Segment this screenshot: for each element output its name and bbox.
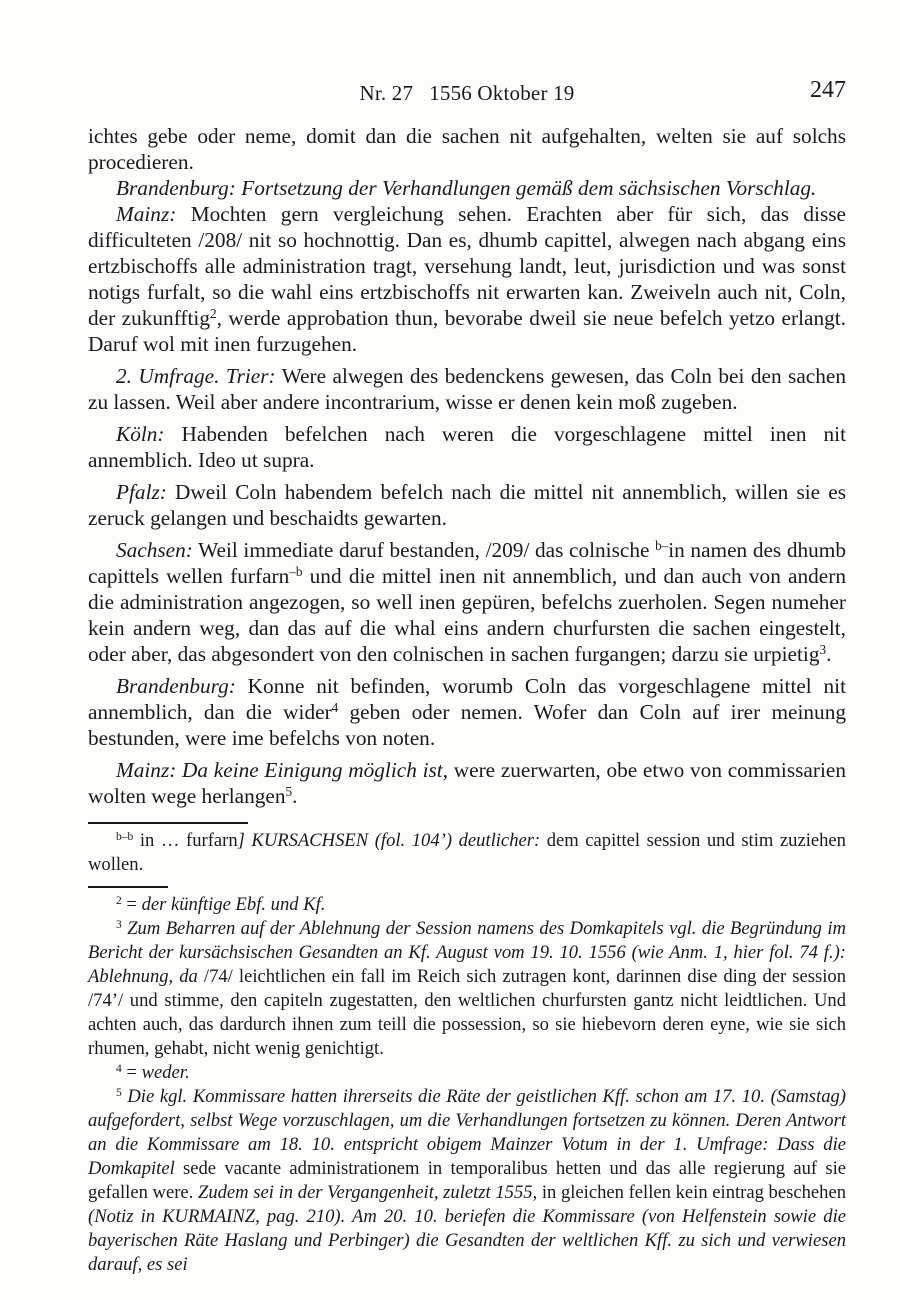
text-segment: Mainz:: [116, 202, 177, 226]
footnote: [88, 917, 846, 1061]
text-segment: in gleichen fellen kein eintrag beschehen: [537, 1182, 846, 1203]
text-segment: .: [292, 784, 298, 808]
text-segment: /74/ leichtlichen ein fall im Reich sich zutragen kont, darinnen dise ding der session /74’/ und stimme, den capiteln zugestatten, den weltlichen churfursten gantz nicht leidtlichen. Und achten auch, das dardurch ihnen zum teill die possession, so sie hiebevorn deren eyne, wie sie sich rhumen, gehabt, nicht wenig genichtigt.: [88, 966, 846, 1059]
text-segment: Zum Beharren auf der Ablehnung der Session namens des Domkapitels vgl. die Begründung im Bericht der kursächsischen Gesandten an Kf. August vom 19. 10. 1556 (wie Anm. 1, hier fol. 74 f.): Ablehnung, da: [88, 918, 846, 987]
text-segment: geben oder nemen. Wofer dan Coln auf irer meinung bestunden, were ime befelchs von noten.: [88, 700, 846, 750]
footnote: [88, 1061, 846, 1085]
text-segment: were zuerwarten, obe etwo von commissarien wolten wege herlangen: [88, 758, 846, 808]
text-segment: Pfalz:: [116, 480, 167, 504]
text-segment: Were alwegen des bedenckens gewesen, das Coln bei den sachen zu lassen. Weil aber andere incontrarium, wisse er denen kein moß zugeben.: [88, 364, 846, 414]
text-segment: Mochten gern vergleichung sehen. Erachten aber für sich, das disse difficulteten /208/ nit so hochnottig. Dan es, dhumb capittel, alwegen nach abgang eins ertzbischoffs alle administration tragt, versehung landt, leut, jurisdiction und was sonst notigs furfalt, so die wahl eins ertzbischoffs nit erwarten kan. Zweiveln auch nit, Coln, der zukunfftig: [88, 202, 846, 330]
text-segment: Dweil Coln habendem befelch nach die mittel nit annemblich, willen sie es zeruck gelangen und beschaidts gewarten.: [88, 480, 846, 530]
text-segment: 2. Umfrage. Trier:: [116, 364, 276, 388]
text-segment: in namen des dhumb capittels wellen furfarn: [88, 538, 846, 588]
paragraph: [88, 421, 846, 473]
running-head: [88, 77, 846, 106]
paragraph: [88, 363, 846, 415]
text-segment: Habenden befelchen nach weren die vorgeschlagene mittel inen nit annemblich. Ideo ut supra.: [88, 422, 846, 472]
running-title: [88, 80, 846, 106]
document-date: 1556 Oktober 19: [429, 81, 575, 105]
text-segment: Brandenburg:: [116, 674, 236, 698]
footnote-separator-rule: [88, 886, 168, 888]
superscript-note-marker: b–: [655, 538, 669, 554]
text-segment: Zudem sei in der Vergangenheit, zuletzt 1555,: [197, 1182, 538, 1203]
text-segment: Mainz: Da keine Einigung möglich ist,: [116, 758, 449, 782]
text-segment: Brandenburg: Fortsetzung der Verhandlungen gemäß dem sächsischen Vorschlag.: [116, 176, 817, 200]
footnote: [88, 893, 846, 917]
page-number: 247: [810, 77, 846, 103]
superscript-note-marker: 2: [116, 895, 122, 908]
paragraph: [88, 175, 846, 201]
superscript-note-marker: 3: [116, 919, 122, 932]
text-segment: Sachsen:: [116, 538, 193, 562]
paragraph: [88, 479, 846, 531]
text-segment: dem capittel session und stim zuziehen wollen.: [88, 830, 846, 875]
text-segment: weder.: [141, 1062, 190, 1083]
text-segment: Köln:: [116, 422, 165, 446]
main-text: [88, 123, 846, 809]
text-segment: in … furfarn: [133, 830, 238, 851]
text-segment: Konne nit befinden, worumb Coln das vorgeschlagene mittel nit annemblich, dan die wider: [88, 674, 846, 724]
superscript-note-marker: b–b: [116, 831, 134, 844]
superscript-note-marker: 4: [116, 1063, 122, 1076]
paragraph: [88, 201, 846, 357]
document-number: Nr. 27: [359, 81, 414, 105]
footnote: [88, 1085, 846, 1277]
text-segment: =: [121, 894, 142, 915]
superscript-note-marker: 5: [285, 784, 293, 800]
superscript-note-marker: 5: [116, 1087, 122, 1100]
superscript-note-marker: –b: [289, 564, 303, 580]
superscript-note-marker: 2: [210, 306, 217, 322]
apparatus-note: [88, 829, 846, 877]
superscript-note-marker: 4: [331, 700, 339, 716]
paragraph: [88, 123, 846, 175]
text-segment: der künftige Ebf. und Kf.: [141, 894, 326, 915]
paragraph: [88, 537, 846, 667]
text-segment: Die kgl. Kommissare hatten ihrerseits die Räte der geistlichen Kff. schon am 17. 10. (Samstag) aufgefordert, selbst Wege vorzuschlagen, um die Verhandlungen fortsetzen zu können. Deren Antwort an die Kommissare am 18. 10. entspricht obigem Mainzer Votum in der 1. Umfrage: Dass die Domkapitel: [88, 1086, 846, 1179]
text-segment: und die mittel inen nit annemblich, und dan auch von andern die administration angezogen, so well inen gepüren, befelchs zuerholen. Segen numeher kein andern weg, dan das auf die whal eins andern churfursten die sachen eingestelt, oder aber, das abgesondert von den colnischen in sachen furgangen; darzu sie urpietig: [88, 564, 846, 666]
apparatus-separator-rule: [88, 822, 248, 824]
text-segment: =: [121, 1062, 142, 1083]
critical-apparatus: [88, 829, 846, 877]
footnotes: [88, 893, 846, 1277]
text-segment: ] KURSACHSEN (fol. 104’) deutlicher:: [237, 830, 541, 851]
text-segment: (Notiz in KURMAINZ, pag. 210). Am 20. 10. beriefen die Kommissare (von Helfenstein sowie die bayerischen Räte Haslang und Perbinger) die Gesandten der weltlichen Kff. zu sich und verwiesen darauf, es sei: [88, 1206, 846, 1275]
paragraph: [88, 757, 846, 809]
text-segment: ichtes gebe oder neme, domit dan die sachen nit aufgehalten, welten sie auf solchs procedieren.: [88, 124, 846, 174]
paragraph: [88, 673, 846, 751]
text-segment: , werde approbation thun, bevorabe dweil sie neue befelch yetzo erlangt. Daruf wol mit inen furzugehen.: [88, 306, 846, 356]
text-block: [88, 77, 846, 1277]
text-segment: sede vacante administrationem in temporalibus hetten und das alle regierung auf sie gefallen were.: [88, 1158, 846, 1203]
text-segment: .: [826, 642, 832, 666]
text-segment: Weil immediate daruf bestanden, /209/ das colnische: [192, 538, 656, 562]
superscript-note-marker: 3: [819, 642, 827, 658]
